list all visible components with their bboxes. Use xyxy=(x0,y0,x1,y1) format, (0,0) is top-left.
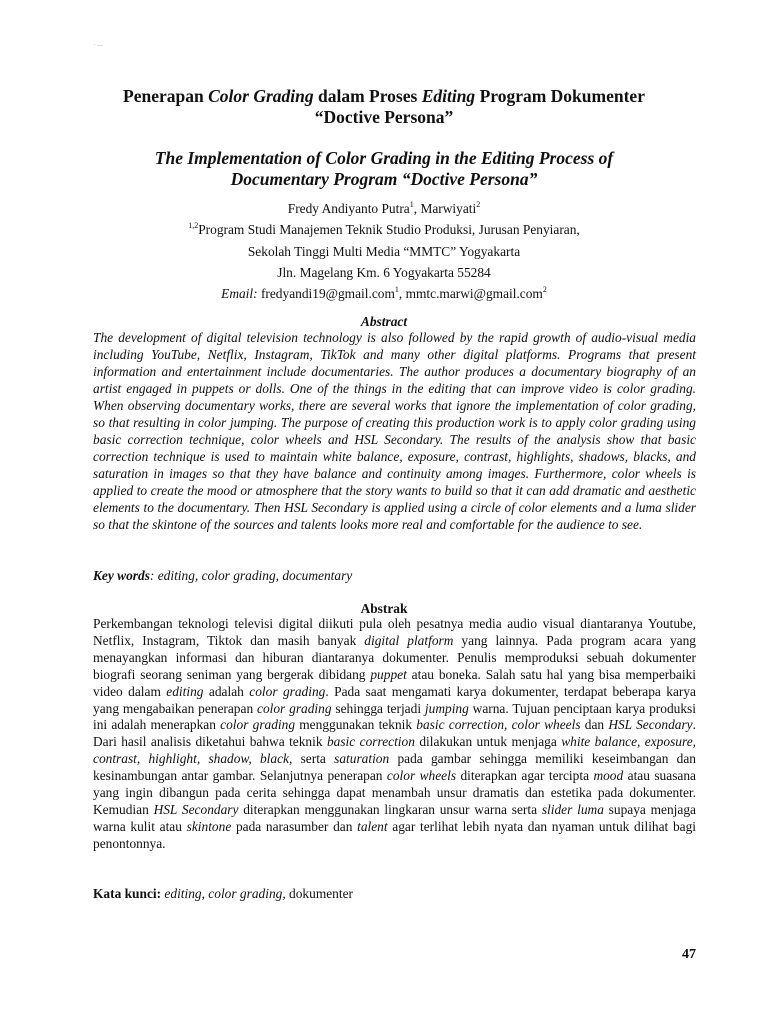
header-marks: . __ xyxy=(94,41,103,47)
author-names: Fredy Andiyanto Putra$^1$, Marwiyati$^2$ xyxy=(287,199,481,216)
author-address: Jln. Magelang Km. 6 Yogyakarta 55284 xyxy=(277,264,491,280)
abstrak-body: Perkembangan teknologi televisi digital diikuti pula oleh pesatnya media audio visual diantaranya Youtube, Netflix, Instagram, Tiktok dan masih banyak digital platform yang lainnya. Pada program acara yang menayangkan informasi dan hiburan diantaranya dokumenter. Penulis memproduksi sebuah dokumenter biografi seorang seniman yang bergerak dibidang puppet atau boneka. Salah satu hal yang bisa memperbaiki video dalam editing adalah color grading. Pada saat mengamati karya dokumenter, terdapat beberapa karya yang mengabaikan penerapan color grading sehingga terjadi jumping warna. Tujuan penciptaan karya produksi ini adalah menerapkan color grading menggunakan teknik basic correction, color wheels dan HSL Secondary. Dari hasil analisis diketahui bahwa teknik basic correction dilakukan untuk menjaga white balance, exposure, contrast, highlight, shadow, black, serta saturation pada gambar sehingga memiliki keseimbangan dan kesinambungan antar gambar. Selanjutnya penerapan color wheels diterapkan agar tercipta mood atau suasana yang ingin dibangun pada cerita sehingga dapat menambah unsur dramatis dan estetika pada dokumenter. Kemudian HSL Secondary diterapkan menggunakan lingkaran unsur warna serta slider luma supaya menjaga warna kulit atau skintone pada narasumber dan talent agar terlihat lebih nyata dan nyaman untuk dilihat bagi penontonnya. xyxy=(93,616,697,851)
abstract-heading: Abstract xyxy=(360,314,408,329)
page-number: 47 xyxy=(682,947,696,962)
title-english: The Implementation of Color Grading in the Editing Process of Documentary Program “Doctive Persona” xyxy=(154,148,614,189)
abstract-body: The development of digital television technology is also followed by the rapid growth of audio-visual media including YouTube, Netflix, Instagram, TikTok and many other digital platforms. Programs that present information and entertainment include documentaries. The author produces a documentary biography of an artist engaged in puppets or dolls. One of the things in the editing that can improve video is color grading. When observing documentary works, there are several works that ignore the implementation of color grading, so that resulting in color jumping. The purpose of creating this production work is to apply color grading using basic correction technique, color wheels and HSL Secondary. The results of the analysis show that basic correction technique is used to maintain white balance, exposure, contrast, highlights, shadows, blacks, and saturation in images so that they have balance and continuity among images. Furthermore, color wheels is applied to create the mood or atmosphere that the story wants to build so that it can add dramatic and aesthetic elements to the documentary. Then HSL Secondary is applied using a circle of color elements and a luma slider so that the skintone of the sources and talents looks more real and comfortable for the audience to see. xyxy=(93,330,696,532)
affiliation-line-2: Sekolah Tinggi Multi Media “MMTC” Yogyakarta xyxy=(247,243,521,259)
abstrak-heading: Abstrak xyxy=(360,601,408,616)
affiliation-line-1: $^{1,2}$Program Studi Manajemen Teknik Studio Produksi, Jurusan Penyiaran, xyxy=(188,220,580,238)
abstract-keywords: Key words: editing, color grading, documentary xyxy=(93,568,353,583)
author-emails: Email: fredyandi19@gmail.com$^1$, mmtc.marwi@gmail.com$^2$ xyxy=(221,284,547,302)
author-block xyxy=(60,198,708,304)
abstrak-keywords: Kata kunci: editing, color grading, dokumenter xyxy=(93,886,353,901)
title-indonesian: Penerapan Color Grading dalam Proses Editing Program Dokumenter “Doctive Persona” xyxy=(123,86,645,127)
